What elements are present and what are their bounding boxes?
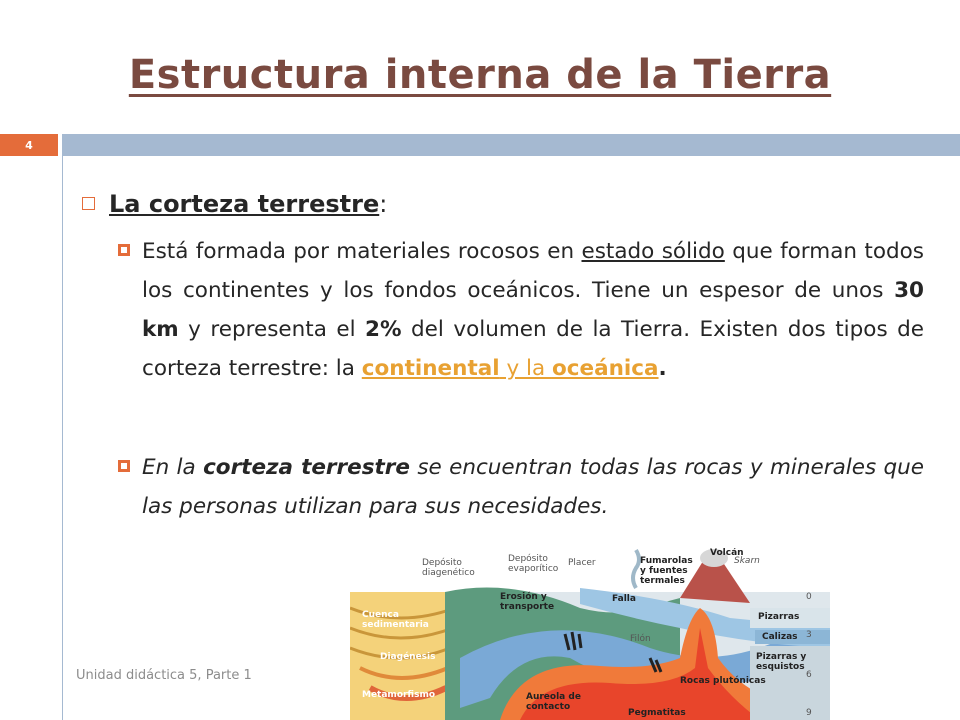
- label-cuenca: Cuenca sedimentaria: [362, 610, 429, 630]
- square-bullet-icon: [118, 244, 130, 256]
- label-skarn: Skarn: [734, 556, 760, 566]
- earth-crust-diagram: [350, 548, 830, 720]
- label-pizarras-esquistos: Pizarras y esquistos: [756, 652, 807, 672]
- label-calizas: Calizas: [762, 632, 798, 642]
- label-pegmatitas: Pegmatitas: [628, 708, 686, 718]
- footer-text: Unidad didáctica 5, Parte 1: [76, 668, 252, 683]
- slide-number: 4: [0, 134, 58, 156]
- heading-text: La corteza terrestre: [109, 190, 380, 218]
- hollow-square-bullet-icon: [82, 197, 95, 210]
- slide-title: Estructura interna de la Tierra: [128, 52, 832, 98]
- link-y-la[interactable]: y la: [499, 356, 552, 381]
- sub-bullet-2-text: En la corteza terrestre se encuentran todas las rocas y minerales que las personas utilizan para sus necesidades.: [142, 455, 924, 519]
- label-placer: Placer: [568, 558, 596, 568]
- label-deposito-evaporitico: Depósito evaporítico: [508, 554, 559, 574]
- depth-scale-9: 9: [806, 708, 812, 718]
- label-erosion: Erosión y transporte: [500, 592, 555, 612]
- label-deposito-diagenetico: Depósito diagenético: [422, 558, 475, 578]
- link-oceanica[interactable]: oceánica: [551, 356, 659, 381]
- label-volcan: Volcán: [710, 548, 744, 558]
- link-continental[interactable]: continental: [361, 356, 500, 381]
- label-rocas-plutonicas: Rocas plutónicas: [680, 676, 766, 686]
- label-filon: Filón: [630, 634, 651, 644]
- label-fumarolas: Fumarolas y fuentes termales: [640, 556, 693, 586]
- sub-bullet-1-text: Está formada por materiales rocosos en estado sólido que forman todos los continentes y los fondos oceánicos. Tiene un espesor de unos 30 km y representa el 2% del volumen de la Tierra. Existen dos tipos de corteza terrestre: la continental y la oceánica.: [142, 239, 924, 381]
- square-bullet-icon: [118, 460, 130, 472]
- label-aureola: Aureola de contacto: [526, 692, 581, 712]
- left-divider: [62, 156, 63, 720]
- bullet-heading: La corteza terrestre:: [82, 190, 932, 218]
- label-falla: Falla: [612, 594, 636, 604]
- depth-scale-6: 6: [806, 670, 812, 680]
- header-bar: [62, 134, 960, 156]
- sub-bullet-1: [118, 232, 924, 388]
- label-metamorfismo: Metamorfismo: [362, 690, 436, 700]
- depth-scale-0: 0: [806, 592, 812, 602]
- sub-bullet-2: [118, 448, 924, 526]
- label-pizarras: Pizarras: [758, 612, 800, 622]
- label-diagenesis: Diagénesis: [380, 652, 436, 662]
- depth-scale-3: 3: [806, 630, 812, 640]
